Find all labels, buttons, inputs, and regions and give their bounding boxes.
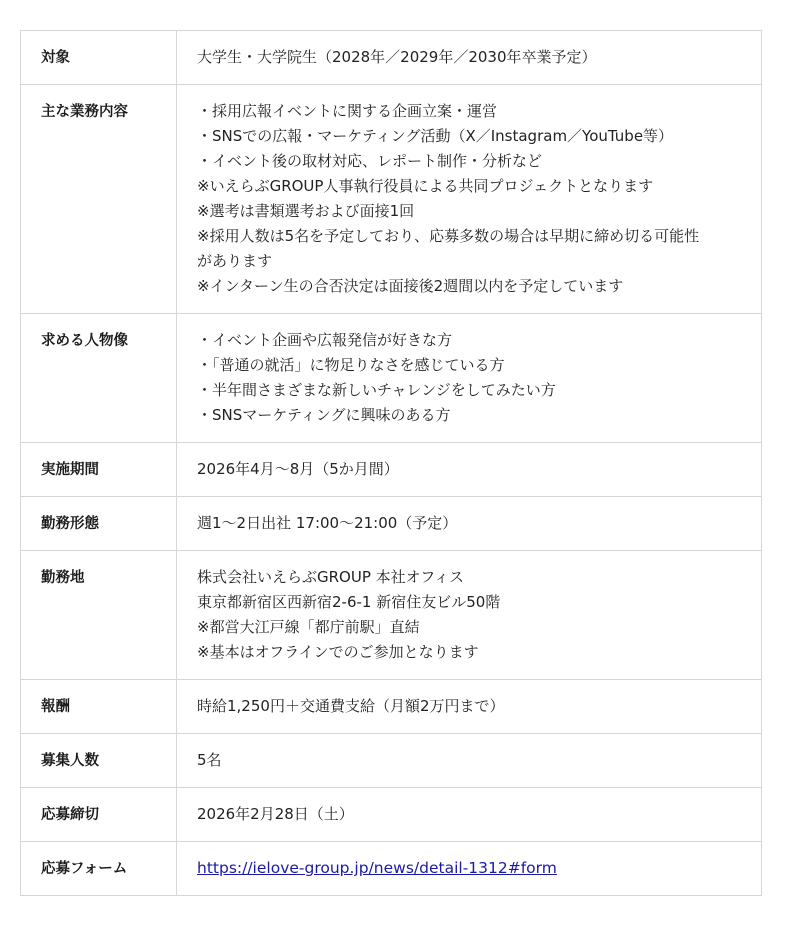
value-line: ※基本はオフラインでのご参加となります xyxy=(197,643,479,661)
table-row-application-form xyxy=(21,842,762,896)
value-cell xyxy=(177,680,762,734)
value-line: 時給1,250円＋交通費支給（月額2万円まで） xyxy=(197,697,505,715)
value-line: ・SNSでの広報・マーケティング活動（X／Instagram／YouTube等） xyxy=(197,127,674,145)
value-cell xyxy=(177,31,762,85)
row-label: 求める人物像 xyxy=(41,333,128,349)
row-label: 勤務地 xyxy=(41,570,85,586)
row-label: 主な業務内容 xyxy=(41,104,128,120)
label-cell xyxy=(21,680,177,734)
row-label: 対象 xyxy=(41,50,70,66)
value-line: 大学生・大学院生（2028年／2029年／2030年卒業予定） xyxy=(197,48,597,66)
value-line: ※選考は書類選考および面接1回 xyxy=(197,202,415,220)
label-cell xyxy=(21,551,177,680)
value-line: ※採用人数は5名を予定しており、応募多数の場合は早期に締め切る可能性 xyxy=(197,227,700,245)
value-cell xyxy=(177,314,762,443)
row-label: 報酬 xyxy=(41,699,70,715)
row-label: 勤務形態 xyxy=(41,516,99,532)
table-row-target xyxy=(21,31,762,85)
label-cell xyxy=(21,788,177,842)
row-label: 応募フォーム xyxy=(41,861,128,877)
value-cell xyxy=(177,788,762,842)
value-line: ・SNSマーケティングに興味のある方 xyxy=(197,406,451,424)
row-label: 応募締切 xyxy=(41,807,99,823)
value-cell xyxy=(177,842,762,896)
label-cell xyxy=(21,31,177,85)
value-line: 2026年2月28日（土） xyxy=(197,805,354,823)
value-line: ・半年間さまざまな新しいチャレンジをしてみたい方 xyxy=(197,381,556,399)
value-cell xyxy=(177,551,762,680)
value-cell xyxy=(177,497,762,551)
label-cell xyxy=(21,497,177,551)
value-line: ・採用広報イベントに関する企画立案・運営 xyxy=(197,102,498,120)
value-line: 2026年4月〜8月（5か月間） xyxy=(197,460,399,478)
label-cell xyxy=(21,842,177,896)
recruitment-info-table xyxy=(20,30,762,896)
table-row-deadline xyxy=(21,788,762,842)
row-label: 実施期間 xyxy=(41,462,99,478)
application-form-link[interactable]: https://ielove-group.jp/news/detail-1312#form xyxy=(197,859,557,877)
value-line: ※いえらぶGROUP人事執行役員による共同プロジェクトとなります xyxy=(197,177,654,195)
label-cell xyxy=(21,314,177,443)
label-cell xyxy=(21,734,177,788)
table-row-duties xyxy=(21,85,762,314)
value-line: 株式会社いえらぶGROUP 本社オフィス xyxy=(197,568,464,586)
value-line: ・イベント後の取材対応、レポート制作・分析など xyxy=(197,152,543,170)
value-cell xyxy=(177,443,762,497)
table-row-compensation xyxy=(21,680,762,734)
value-line: ・イベント企画や広報発信が好きな方 xyxy=(197,331,453,349)
row-label: 募集人数 xyxy=(41,753,99,769)
table-row-ideal-candidate xyxy=(21,314,762,443)
value-line: ※都営大江戸線「都庁前駅」直結 xyxy=(197,618,420,636)
value-line: ・「普通の就活」に物足りなさを感じている方 xyxy=(197,356,505,374)
value-line: 東京都新宿区西新宿2-6-1 新宿住友ビル50階 xyxy=(197,593,501,611)
value-line: があります xyxy=(197,252,273,270)
value-line: 5名 xyxy=(197,751,222,769)
table-row-headcount xyxy=(21,734,762,788)
value-line: 週1〜2日出社 17:00〜21:00（予定） xyxy=(197,514,458,532)
label-cell xyxy=(21,85,177,314)
value-cell xyxy=(177,85,762,314)
table-row-work-style xyxy=(21,497,762,551)
value-line: ※インターン生の合否決定は面接後2週間以内を予定しています xyxy=(197,277,624,295)
label-cell xyxy=(21,443,177,497)
table-row-period xyxy=(21,443,762,497)
table-row-location xyxy=(21,551,762,680)
value-cell xyxy=(177,734,762,788)
